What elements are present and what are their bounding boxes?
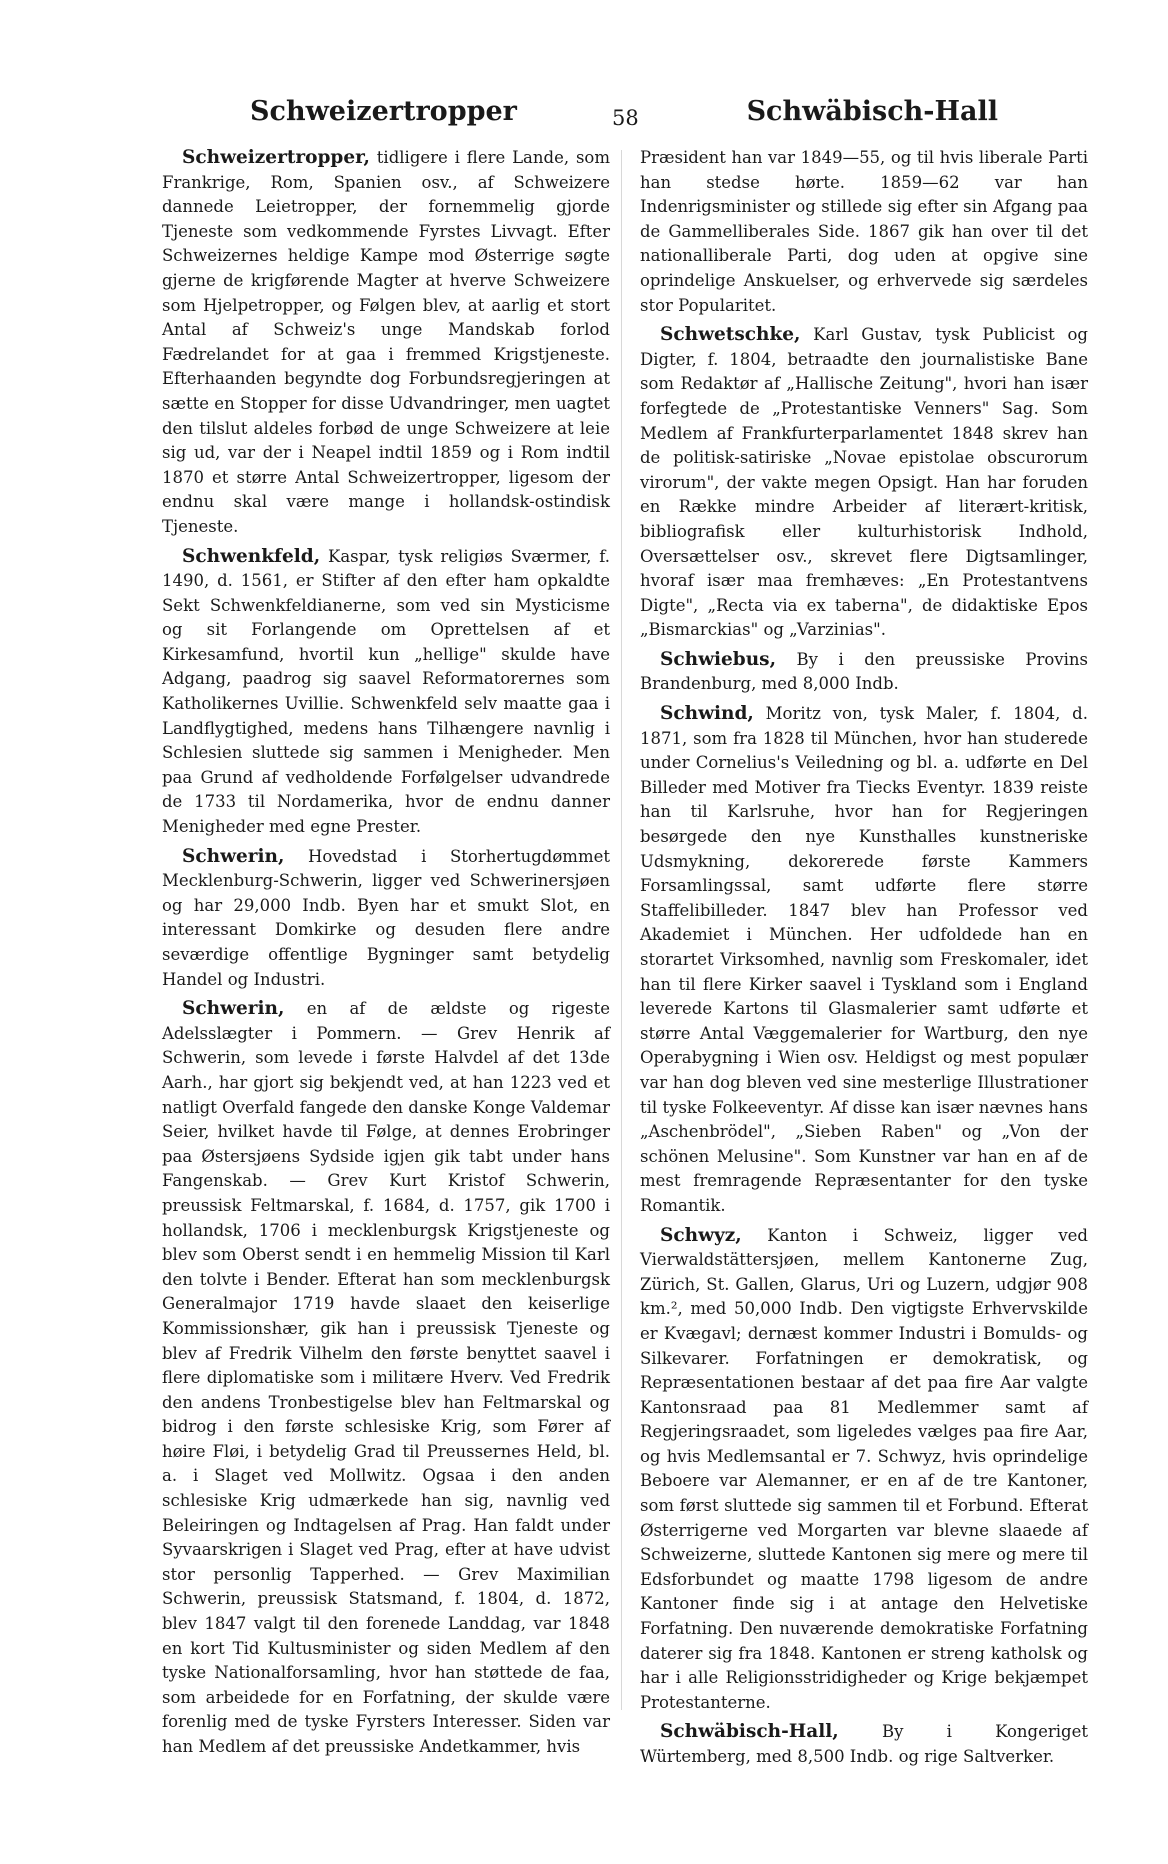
entry-text: Præsident han var 1849—55, og til hvis liberale Parti han stedse hørte. 1859—62 var han Indenrigsminister og stillede sig efter sin Afgang paa de Gammelliberales Side. 1867 gik han over til det nationalliberale Parti, dog uden at opgive sine oprindelige Anskuelser, og erhvervede sig særdeles stor Popularitet.	[640, 148, 1088, 315]
entry-text: Kaspar, tysk religiøs Sværmer, f. 1490, d. 1561, er Stifter af den efter ham opkaldte Sekt Schwenkfeldianerne, som ved sin Mysticisme og sit Forlangende om Oprettelsen af et Kirkesamfund, hvortil kun „hellige" skulde have Adgang, paadrog sig saavel Reformatorernes som Katholikernes Uvillie. Schwenkfeld selv maatte gaa i Landflygtighed, medens hans Tilhængere navnlig i Schlesien sluttede sig sammen i Menigheder. Men paa Grund af vedholdende Forfølgelser udvandrede de 1733 til Nordamerika, hvor de endnu danner Menigheder med egne Prester.	[162, 546, 610, 837]
entry	[640, 1720, 1088, 1769]
entry-text: By i Kongeriget Würtemberg, med 8,500 Indb. og rige Saltverker.	[640, 1722, 1088, 1766]
entry-text: By i den preussiske Provins Brandenburg, med 8,000 Indb.	[640, 649, 1088, 694]
entry-text: en af de ældste og rigeste Adelsslægter i Pommern. — Grev Henrik af Schwerin, som levede i første Halvdel af det 13de Aarh., har gjort sig bekjendt ved, at han 1223 ved et natligt Overfald fangede den danske Konge Valdemar Seier, hvilket havde til Følge, at dennes Erobringer paa Østersjøens Sydside igjen gik tabt under hans Fangenskab. — Grev Kurt Kristof Schwerin, preussisk Feltmarskal, f. 1684, d. 1757, gik 1700 i hollandsk, 1706 i mecklenburgsk Krigstjeneste og blev som Oberst sendt i en hemmelig Mission til Karl den tolvte i Bender. Efterat han som mecklenburgsk Generalmajor 1719 havde slaaet den keiserlige Kommissionshær, gik han i preussisk Tjeneste og blev af Fredrik Vilhelm den første benyttet saavel i flere diplomatiske som i militære Hverv. Ved Fredrik den andens Tronbestigelse blev han Feltmarskal og bidrog i den første schlesiske Krig, som Fører af høire Fløi, i betydelig Grad til Preussernes Held, bl. a. i Slaget ved Mollwitz. Ogsaa i den anden schlesiske Krig udmærkede han sig, navnlig ved Beleiringen og Indtagelsen af Prag. Han faldt under Syvaarskrigen i Slaget ved Prag, efter at have udvist stor personlig Tapperhed. — Grev Maximilian Schwerin, preussisk Statsmand, f. 1804, d. 1872, blev 1847 valgt til den forenede Landdag, var 1848 en kort Tid Kultusminister og siden Medlem af den tyske Nationalforsamling, hvor han støttede de faa, som arbeidede for en Forfatning, der skulde være forenlig med de tyske Fyrsters Interesser. Siden var han Medlem af det preussiske Andetkammer, hvis	[162, 999, 611, 1756]
right-column	[640, 146, 1088, 1775]
entry-headword: Schwyz,	[660, 1224, 742, 1246]
entry-text: Kanton i Schweiz, ligger ved Vierwaldstättersjøen, mellem Kantonerne Zug, Zürich, St. Gallen, Glarus, Uri og Luzern, udgjør 908 km.², med 50,000 Indb. Den vigtigste Erhvervskilde er Kvægavl; dernæst kommer Industri i Bomulds- og Silkevarer. Forfatningen er demokratisk, og Repræsentationen bestaar af det paa fire Aar valgte Kantonsraad paa 81 Medlemmer samt af Regjeringsraadet, som ligeledes vælges paa fire Aar, og hvis Medlemsantal er 7. Schwyz, hvis oprindelige Beboere var Alemanner, er en af de tre Kantoner, som først sluttede sig sammen til et Forbund. Efterat Østerrigerne ved Morgarten var blevne slaaede af Schweizerne, sluttede Kantonen sig mere og mere til Edsforbundet og maatte 1798 ligesom de andre Kantoner finde sig i at antage den Helvetiske Forfatning. Den nuværende demokratiske Forfatning daterer sig fra 1848. Kantonen er streng katholsk og har i alle Religionsstridigheder og Krige bekjæmpet Protestanterne.	[640, 1225, 1088, 1712]
entry-headword: Schwerin,	[182, 998, 285, 1020]
left-column	[162, 146, 610, 1765]
entry	[640, 702, 1088, 1218]
entry-headword: Schwerin,	[182, 845, 285, 867]
entry-headword: Schweizertropper,	[182, 147, 370, 168]
running-head-right: Schwäbisch-Hall	[746, 96, 998, 127]
entry-headword: Schwiebus,	[660, 648, 777, 670]
entry	[640, 323, 1088, 643]
entry-headword: Schwäbisch-Hall,	[660, 1721, 839, 1743]
entry-text: Moritz von, tysk Maler, f. 1804, d. 1871, som fra 1828 til München, hvor han studerede under Cornelius's Veiledning og bl. a. udførte en Del Billeder med Motiver fra Tiecks Eventyr. 1839 reiste han til Karlsruhe, hvor han for Regjeringen besørgede den nye Kunsthalles kunstneriske Udsmykning, dekorerede første Kammers Forsamlingssal, samt udførte flere større Staffelibilleder. 1847 blev han Professor ved Akademiet i München. Her udfoldede han en storartet Virksomhed, navnlig som Freskomaler, idet han til flere Kirker saavel i Tyskland som i England leverede Kartons til Glasmalerier samt udførte et større Antal Væggemalerier for Wartburg, den nye Operabygning i Wien osv. Heldigst og mest populær var han dog bleven ved sine mesterlige Illustrationer til tyske Folkeeventyr. Af disse kan især nævnes hans „Aschenbrödel", „Sieben Raben" og „Von der schönen Melusine". Som Kunstner var han en af de mest fremragende Repræsentanter for den tyske Romantik.	[640, 704, 1088, 1215]
entry-headword: Schwind,	[660, 703, 754, 725]
entry	[640, 1224, 1088, 1716]
entry	[162, 845, 610, 993]
column-divider	[621, 150, 622, 1710]
entry	[162, 997, 610, 1759]
running-head-left: Schweizertropper	[250, 96, 517, 127]
entry	[640, 648, 1088, 697]
entry	[162, 146, 610, 540]
entry	[162, 545, 610, 840]
entry-text: Karl Gustav, tysk Publicist og Digter, f. 1804, betraadte den journalistiske Bane som Redaktør af „Hallische Zeitung", hvori han især forfegtede de „Protestantiske Venners" Sag. Som Medlem af Frankfurterparlamentet 1848 skrev han de politisk-satiriske „Novae epistolae obscurorum virorum", der vakte megen Opsigt. Han har foruden en Række mindre Arbeider af literært-kritisk, bibliografisk eller kulturhistorisk Indhold, Oversættelser osv., skrevet flere Digtsamlinger, hvoraf især maa fremhæves: „En Protestantvens Digte", „Recta via ex taberna", de didaktiske Epos „Bismarckias" og „Varzinias".	[640, 325, 1088, 640]
entry-headword: Schwetschke,	[660, 324, 801, 346]
entry-continuation	[640, 146, 1088, 318]
entry-headword: Schwenkfeld,	[182, 545, 321, 567]
page-number: 58	[612, 106, 639, 130]
entry-text: Hovedstad i Storhertugdømmet Mecklenburg-Schwerin, ligger ved Schwerinersjøen og har 29,000 Indb. Byen har et smukt Slot, en interessant Domkirke og desuden flere andre seværdige offentlige Bygninger samt betydelig Handel og Industri.	[162, 846, 610, 989]
entry-text: tidligere i flere Lande, som Frankrige, Rom, Spanien osv., af Schweizere dannede Leietropper, der fornemmelig gjorde Tjeneste som vedkommende Fyrstes Livvagt. Efter Schweizernes heldige Kampe mod Østerrige søgte gjerne de krigførende Magter at hverve Schweizere som Hjelpetropper, og Følgen blev, at aarlig et stort Antal af Schweiz's unge Mandskab forlod Fædrelandet for at gaa i fremmed Krigstjeneste. Efterhaanden begyndte dog Forbundsregjeringen at sætte en Stopper for disse Udvandringer, men uagtet den tilslut aldeles forbød de unge Schweizere at leie sig ud, var der i Neapel indtil 1859 og i Rom indtil 1870 et større Antal Schweizertropper, ligesom der endnu skal være mange i hollandsk-ostindisk Tjeneste.	[162, 148, 610, 536]
